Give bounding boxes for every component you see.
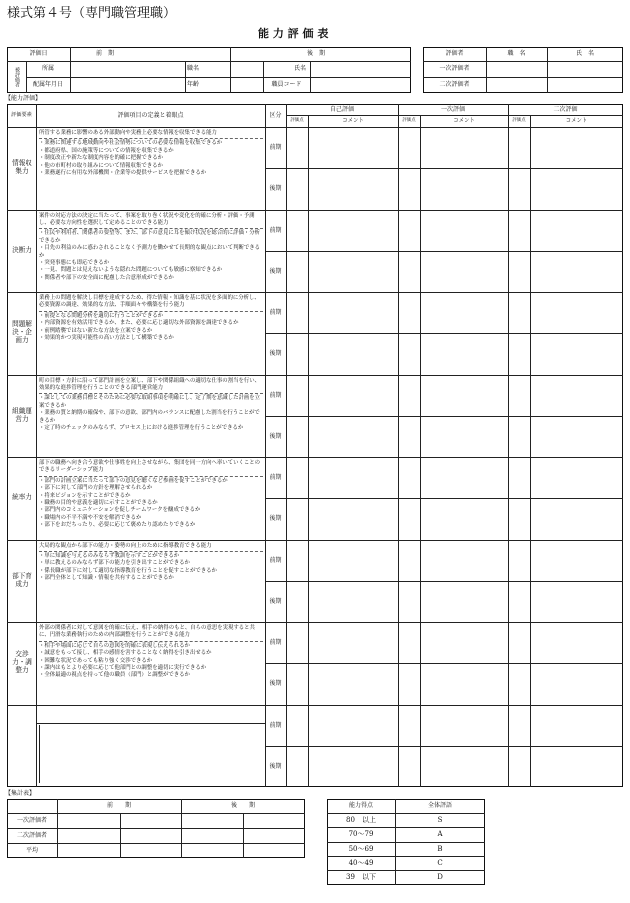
ability-element: 部下育成力 [12, 571, 32, 588]
criteria-point: ・部下に対して部門の方針を理解させられるか [39, 485, 153, 492]
ability-element [9, 705, 35, 788]
grade-score-cell: 50〜69 [348, 844, 374, 853]
criteria-point: ・一見、問題とは見えないような隠れた問題についても敏感に察知できるか [39, 267, 223, 274]
term-first: 前期 [269, 391, 282, 399]
grade-letter-cell: C [437, 858, 443, 867]
eval-input-cell[interactable] [508, 251, 530, 292]
grade-score-cell: 40〜49 [348, 858, 374, 867]
eval-input-cell[interactable] [508, 127, 530, 168]
eval-input-cell[interactable] [398, 581, 420, 622]
eval-input-cell[interactable] [508, 540, 530, 581]
eval-input-cell[interactable] [286, 375, 308, 416]
criteria-point: ・前例踏襲ではない新たな方法を立案できるか [39, 327, 153, 334]
criteria-title: 業務上の問題を解決し目標を達成するため、得た情報・知識を基に状況を多面的に分析し、必要資源の調達、効果的な方法、手順面々や構築を行う能力 [39, 295, 260, 309]
eval-input-cell[interactable] [420, 622, 508, 663]
criteria-title: 町の目標・方針に沿って部門計画を立案し、部下や関係組織への適切な仕事の割当を行い、効果的な進捗管理を行うことのできる部門運営能力 [39, 377, 261, 391]
term-second: 後期 [269, 597, 282, 605]
page-title: 能 力 評 価 表 [258, 27, 329, 40]
second-term-label: 後 期 [306, 50, 325, 58]
eval-input-cell[interactable] [308, 457, 398, 498]
eval-input-cell[interactable] [530, 457, 623, 498]
eval-input-cell[interactable] [508, 457, 530, 498]
criteria-points [39, 643, 263, 680]
criteria-point: ・部門内のコミュニケーションを促しチームワークを醸成できるか [39, 507, 201, 514]
eval-input-cell[interactable] [530, 127, 623, 168]
criteria-point: ・課内はもとより必要に応じて他部門との調整を適切に実行できるか [39, 665, 207, 672]
criteria-title: 部下の職務へ向き合う意欲や仕事姓を向上させながら、集団を同一方向へ率いていくことのできるリーダーシップ能力 [39, 460, 261, 474]
criteria-point: ・係長職が部下に対して適切な指導教育を行うことを促すことができるか [39, 567, 217, 574]
eval-input-cell[interactable] [286, 251, 308, 292]
eval-input-cell[interactable] [508, 375, 530, 416]
eval-input-cell[interactable] [420, 251, 508, 292]
criteria-point: ・業務に関連する地域動向や社会情勢についての必要な情報を収集できるか [39, 140, 223, 147]
eval-input-cell[interactable] [420, 705, 508, 746]
criteria-point: ・職務の目的や意義を適切に示すことができるか [39, 500, 158, 507]
summary-section-label: 【集計表】 [5, 790, 36, 797]
criteria-points [39, 395, 263, 432]
eval-input-cell[interactable] [530, 333, 623, 374]
term-first: 前期 [269, 639, 282, 647]
eval-input-cell[interactable] [420, 498, 508, 539]
ability-element: 決断力 [12, 245, 32, 254]
criteria-title: 案件の対応方法の決定に当たって、事案を取り巻く状況や変化を的確に分析・評価・予測し、必要な方向性を選択して定めることのできる能力 [39, 212, 255, 226]
eval-input-cell[interactable] [308, 251, 398, 292]
eval-input-cell[interactable] [398, 540, 420, 581]
eval-input-cell[interactable] [308, 622, 398, 663]
name-label: 氏名 [293, 65, 306, 73]
eval-input-cell[interactable] [286, 746, 308, 787]
eval-input-cell[interactable] [508, 210, 530, 251]
eval-input-cell[interactable] [308, 540, 398, 581]
term-header: 区分 [269, 111, 282, 119]
eval-input-cell[interactable] [508, 663, 530, 704]
criteria-title: 大局的な観点から部下の能力・姿勢の向上のために指導教育できる能力 [39, 542, 212, 549]
criteria-point: ・部門の計画立案に当たって部下の意見を聴くなど参画を促すことができるか [39, 477, 228, 484]
eval-input-cell[interactable] [286, 540, 308, 581]
second-evaluator-label: 二次評価者 [439, 81, 470, 89]
ability-element: 統率力 [12, 493, 32, 502]
eval-input-cell[interactable] [530, 705, 623, 746]
summary-second-header: 後 期 [230, 802, 255, 810]
eval-input-cell[interactable] [286, 292, 308, 333]
eval-input-cell[interactable] [398, 416, 420, 457]
criteria-point: ・突発事態にも即応できるか [39, 259, 110, 266]
second-eval-header: 二次評価 [553, 105, 578, 113]
eval-input-cell[interactable] [308, 210, 398, 251]
grade-score-header: 能力得点 [348, 802, 373, 810]
first-term-label: 前 期 [96, 50, 115, 58]
self-comment-header: コメント [342, 117, 364, 124]
eval-input-cell[interactable] [308, 663, 398, 704]
criteria-point: ・相手や場面に応じて自らの意図を的確に表現し伝えられるか [39, 642, 190, 649]
criteria-point: ・前提となる問題分析を適切に行うことができるか [39, 312, 163, 319]
eval-input-cell[interactable] [398, 375, 420, 416]
eval-input-cell[interactable] [398, 168, 420, 209]
criteria-point: ・目先の利益のみに惑わされることなく予測力を働かせて長期的な観点において判断できるか [39, 245, 261, 259]
term-second: 後期 [269, 267, 282, 275]
eval-input-cell[interactable] [420, 375, 508, 416]
eval-input-cell[interactable] [398, 292, 420, 333]
criteria-point: ・住民や利用者、関係者の要望等、また、部下の意見に耳を傾け状況を総合的に評価・分析できるか [39, 230, 261, 244]
eval-input-cell[interactable] [308, 333, 398, 374]
eval-input-cell[interactable] [308, 705, 398, 746]
eval-input-cell[interactable] [420, 457, 508, 498]
term-first: 前期 [269, 474, 282, 482]
self-eval-header: 自己評価 [329, 105, 354, 113]
criteria-point: ・内部資源を有効活用できるか、また、必要に応じ適切な外部資源を調達できるか [39, 320, 239, 327]
term-first: 前期 [269, 309, 282, 317]
second-score-header: 評価点 [512, 118, 526, 124]
eval-input-cell[interactable] [398, 705, 420, 746]
eval-input-cell[interactable] [286, 498, 308, 539]
grade-letter-cell: S [437, 815, 443, 824]
grade-letter-cell: D [437, 873, 443, 882]
ability-section-label: 【能力評価】 [5, 95, 42, 102]
criteria-point: ・業務の質と納期の確保や、部下の意欲、部門内のバランスに配慮した割当を行うことができるか [39, 410, 260, 424]
term-first: 前期 [269, 721, 282, 729]
term-second: 後期 [269, 515, 282, 523]
first-eval-header: 一次評価 [440, 105, 465, 113]
criteria-title: 所管する業務に影響のある外部動向や実務上必要な情報を収集できる能力 [39, 130, 217, 136]
criteria-point: ・誠意をもって接し、相手の感情を害することなく納得を引き出せるか [39, 650, 212, 657]
post-label: 職名 [187, 65, 200, 73]
eval-input-cell[interactable] [530, 251, 623, 292]
evaluator-col: 評価者 [445, 50, 464, 58]
eval-input-cell[interactable] [420, 210, 508, 251]
criteria-point: ・課としての業務目標とそのために必要な取組事項を明確にし、定了期を意識した計画を立案できるか [39, 395, 261, 409]
summary-first-header: 前 期 [106, 802, 131, 810]
eval-input-cell[interactable] [508, 333, 530, 374]
eval-input-cell[interactable] [508, 705, 530, 746]
eval-input-cell[interactable] [530, 622, 623, 663]
criteria-point: ・都道府県、国の施策等についての情報を収集できるか [39, 147, 174, 154]
staff-code-label: 職員コード [271, 81, 302, 89]
eval-input-cell[interactable] [286, 416, 308, 457]
evaluator-name-col: 氏 名 [575, 50, 594, 58]
grade-score-cell: 80 以上 [346, 815, 376, 824]
eval-input-cell[interactable] [530, 168, 623, 209]
criteria-point: ・定了時のチェックのみならず、プロセス上における進捗管理を行うことができるか [39, 424, 244, 431]
criteria-point: ・職場内の不平不満や不安を解消できるか [39, 514, 142, 521]
eval-input-cell[interactable] [530, 210, 623, 251]
summary-row-label: 二次評価者 [16, 831, 47, 839]
eval-input-cell[interactable] [508, 292, 530, 333]
eval-input-cell[interactable] [420, 581, 508, 622]
first-evaluator-label: 一次評価者 [439, 65, 470, 73]
eval-input-cell[interactable] [530, 540, 623, 581]
eval-input-cell[interactable] [420, 663, 508, 704]
evaluatee-label: 被評価者 [14, 67, 20, 87]
criteria-point: ・単に教えるのみならず部下の能力を引き出すことができるか [39, 560, 190, 567]
eval-input-cell[interactable] [530, 375, 623, 416]
ability-element: 交渉力・調整力 [12, 650, 32, 675]
criteria-title: 外部の関係者に対して意図を的確に伝え、相手の納得のもと、自らの意思を実現すると共に、円滑な業務執行のための内部調整を行うことができる能力 [39, 625, 255, 639]
assign-date-label: 配属年月日 [32, 81, 63, 89]
eval-input-cell[interactable] [530, 498, 623, 539]
eval-input-cell[interactable] [508, 416, 530, 457]
criteria-point: ・業務遂行に有用な外部機関・企業等の提供サービスを把握できるか [39, 170, 207, 177]
term-second: 後期 [269, 432, 282, 440]
eval-input-cell[interactable] [398, 746, 420, 787]
eval-input-cell[interactable] [286, 705, 308, 746]
grade-score-cell: 70〜79 [348, 830, 374, 839]
date-label: 評価日 [29, 50, 48, 58]
eval-input-cell[interactable] [420, 540, 508, 581]
grade-letter-cell: A [437, 830, 443, 839]
eval-input-cell[interactable] [398, 457, 420, 498]
eval-input-cell[interactable] [308, 168, 398, 209]
first-comment-header: コメント [453, 117, 475, 124]
criteria-points [39, 478, 263, 530]
eval-input-cell[interactable] [530, 663, 623, 704]
dept-label: 所属 [41, 65, 54, 73]
eval-input-cell[interactable] [530, 416, 623, 457]
first-score-header: 評価点 [402, 118, 416, 124]
summary-row-label: 平均 [25, 846, 38, 854]
grade-letter-cell: B [437, 844, 443, 853]
grade-grade-header: 全体評語 [427, 802, 452, 810]
eval-input-cell[interactable] [308, 375, 398, 416]
age-label: 年齢 [187, 81, 200, 89]
eval-input-cell[interactable] [530, 746, 623, 787]
term-first: 前期 [269, 556, 282, 564]
criteria-point: ・効果的かつ実現可能性の高い方法として構築できるか [39, 335, 174, 342]
ability-element: 情報収集力 [12, 159, 32, 176]
eval-input-cell[interactable] [420, 333, 508, 374]
eval-input-cell[interactable] [286, 622, 308, 663]
criteria-point: ・困難な状況であっても粘り強く交渉できるか [39, 657, 153, 664]
eval-input-cell[interactable] [286, 210, 308, 251]
term-second: 後期 [269, 680, 282, 688]
eval-input-cell[interactable] [420, 168, 508, 209]
eval-input-cell[interactable] [508, 581, 530, 622]
eval-input-cell[interactable] [508, 168, 530, 209]
eval-input-cell[interactable] [308, 498, 398, 539]
element-header: 評価要素 [11, 112, 32, 119]
eval-input-cell[interactable] [398, 663, 420, 704]
summary-row-label: 一次評価者 [16, 816, 47, 824]
term-second: 後期 [269, 350, 282, 358]
criteria-point: ・他の市町村の取り組みについて情報収集できるか [39, 162, 163, 169]
eval-input-cell[interactable] [398, 127, 420, 168]
eval-input-cell[interactable] [398, 333, 420, 374]
criteria-point: ・将来ビジョンを示すことができるか [39, 492, 131, 499]
criteria-point: ・全体最適の視点を持って他の職員（部門）と調整ができるか [39, 672, 190, 679]
criteria-point: ・関係者や部下の安全面に配慮した合意形成ができるか [39, 274, 174, 281]
eval-input-cell[interactable] [508, 746, 530, 787]
eval-input-cell[interactable] [420, 292, 508, 333]
ability-element: 組織運営力 [12, 406, 32, 423]
eval-input-cell[interactable] [286, 168, 308, 209]
ability-element: 問題解決・企画力 [12, 320, 32, 345]
criteria-points [39, 313, 263, 343]
eval-input-cell[interactable] [398, 622, 420, 663]
criteria-points [39, 140, 263, 177]
eval-input-cell[interactable] [286, 581, 308, 622]
eval-input-cell[interactable] [286, 127, 308, 168]
second-comment-header: コメント [565, 117, 588, 124]
criteria-point: ・部下をおだちったり、必要に応じて褒めたり認めたりできるか [39, 522, 196, 529]
eval-input-cell[interactable] [420, 127, 508, 168]
term-second: 後期 [269, 762, 282, 770]
eval-input-cell[interactable] [508, 498, 530, 539]
eval-input-cell[interactable] [508, 622, 530, 663]
eval-input-cell[interactable] [308, 581, 398, 622]
form-label: 様式第４号（専門職管理職） [7, 6, 177, 21]
eval-input-cell[interactable] [420, 746, 508, 787]
criteria-header: 評価項目の定義と着眼点 [117, 111, 184, 119]
eval-input-cell[interactable] [398, 210, 420, 251]
eval-input-cell[interactable] [530, 581, 623, 622]
criteria-points [39, 553, 263, 583]
eval-input-cell[interactable] [286, 333, 308, 374]
eval-input-cell[interactable] [398, 251, 420, 292]
term-first: 前期 [269, 144, 282, 152]
criteria-point: ・単に知識を与えるのみならず教訓を示すことができるか [39, 552, 180, 559]
self-score-header: 評価点 [290, 118, 304, 124]
eval-input-cell[interactable] [530, 292, 623, 333]
eval-input-cell[interactable] [308, 127, 398, 168]
eval-input-cell[interactable] [308, 416, 398, 457]
eval-input-cell[interactable] [286, 663, 308, 704]
criteria-point: ・制度改正や新たな制度内容を的確に把握できるか [39, 155, 163, 162]
eval-input-cell[interactable] [398, 498, 420, 539]
evaluator-post-col: 職 名 [507, 50, 526, 58]
eval-input-cell[interactable] [308, 292, 398, 333]
term-first: 前期 [269, 226, 282, 234]
eval-input-cell[interactable] [286, 457, 308, 498]
eval-input-cell[interactable] [420, 416, 508, 457]
criteria-point: ・部門全体として知識・情報を共有することができるか [39, 575, 174, 582]
criteria-points [39, 230, 263, 282]
term-second: 後期 [269, 185, 282, 193]
eval-input-cell[interactable] [308, 746, 398, 787]
grade-score-cell: 39 以下 [346, 873, 376, 882]
